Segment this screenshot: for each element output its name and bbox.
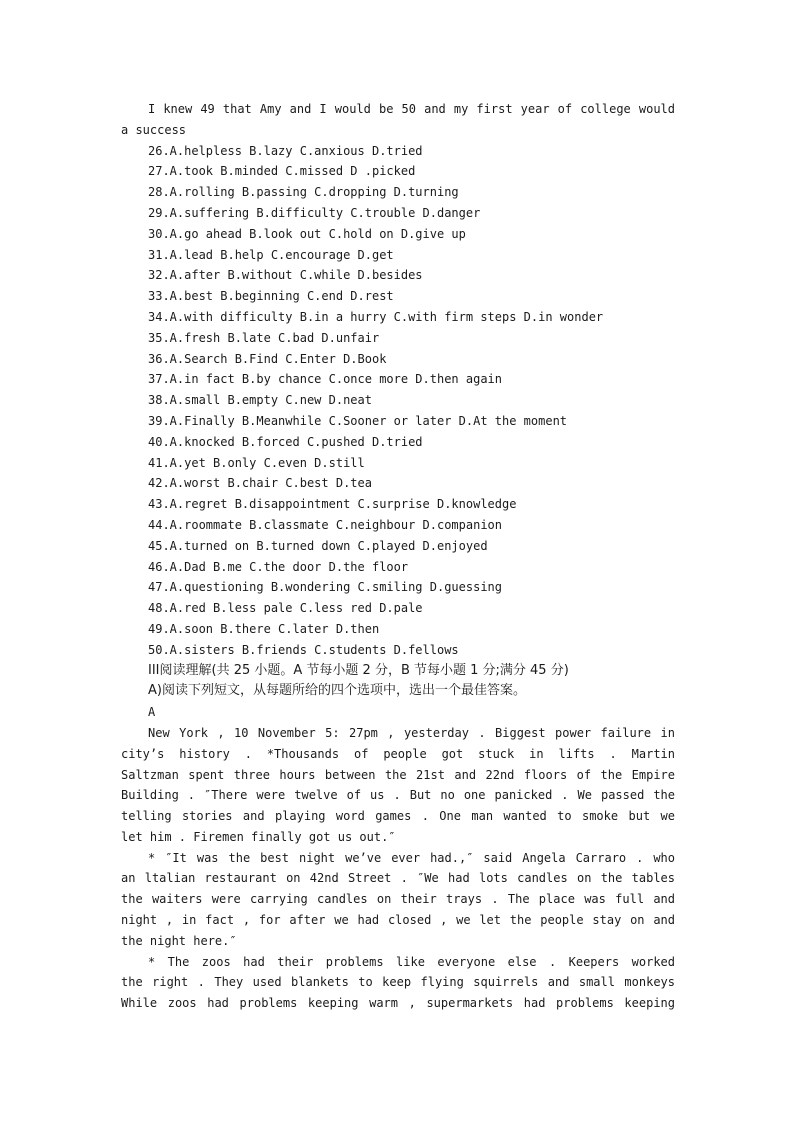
option-item: 26.A.helpless B.lazy C.anxious D.tried	[148, 143, 423, 158]
passage-line: night , in fact , for after we had closed , we let the people stay on and	[121, 913, 675, 928]
section-instruction: A)阅读下列短文，从每题所给的四个选项中，选出一个最佳答案。	[148, 683, 526, 699]
option-item: 49.A.soon B.there C.later D.then	[148, 621, 380, 636]
option-item: 36.A.Search B.Find C.Enter D.Book	[148, 351, 387, 366]
option-item: 41.A.yet B.only C.even D.still	[148, 455, 365, 470]
option-item: 45.A.turned on B.turned down C.played D.enjoyed	[148, 538, 488, 553]
option-item: 43.A.regret B.disappointment C.surprise D.knowledge	[148, 497, 517, 512]
option-item: 29.A.suffering B.difficulty C.trouble D.danger	[148, 205, 481, 220]
passage-label: A	[148, 705, 156, 720]
passage-line: Saltzman spent three hours between the 21st and 22nd floors of the Empire	[121, 767, 675, 782]
page-content	[121, 99, 675, 1014]
option-item: 42.A.worst B.chair C.best D.tea	[148, 476, 372, 491]
passage-line: let him . Firemen finally got us out.″	[121, 829, 396, 844]
passage-line: * ″It was the best night we’ve ever had.,″ said Angela Carraro . who	[148, 850, 675, 865]
option-item: 40.A.knocked B.forced C.pushed D.tried	[148, 434, 423, 449]
passage-line: New York , 10 November 5: 27pm , yesterday . Biggest power failure in	[148, 725, 675, 740]
option-item: 46.A.Dad B.me C.the door D.the floor	[148, 559, 409, 574]
passage-line: Building . ″There were twelve of us . But no one panicked . We passed the	[121, 788, 675, 803]
option-item: 38.A.small B.empty C.new D.neat	[148, 393, 372, 408]
intro-line: a success	[121, 122, 187, 137]
passage-line: city’s history . *Thousands of people got stuck in lifts . Martin	[121, 746, 675, 761]
passage-line: the right . They used blankets to keep flying squirrels and small monkeys	[121, 975, 675, 990]
option-item: 44.A.roommate B.classmate C.neighbour D.companion	[148, 517, 503, 532]
option-item: 47.A.questioning B.wondering C.smiling D.guessing	[148, 580, 503, 595]
option-item: 30.A.go ahead B.look out C.hold on D.give up	[148, 226, 466, 241]
option-item: 27.A.took B.minded C.missed D .picked	[148, 164, 416, 179]
option-item: 31.A.lead B.help C.encourage D.get	[148, 247, 394, 262]
passage-line: While zoos had problems keeping warm , supermarkets had problems keeping	[121, 996, 675, 1011]
passage-line: telling stories and playing word games . One man wanted to smoke but we	[121, 809, 675, 824]
passage-line: an ltalian restaurant on 42nd Street . ″We had lots candles on the tables	[121, 871, 675, 886]
option-item: 35.A.fresh B.late C.bad D.unfair	[148, 330, 380, 345]
passage-line: the night here.″	[121, 933, 237, 948]
option-item: 50.A.sisters B.friends C.students D.fellows	[148, 642, 459, 657]
intro-line: I knew 49 that Amy and I would be 50 and my first year of college would	[148, 102, 675, 116]
option-item: 28.A.rolling B.passing C.dropping D.turning	[148, 185, 459, 200]
option-item: 33.A.best B.beginning C.end D.rest	[148, 289, 394, 304]
option-item: 32.A.after B.without C.while D.besides	[148, 268, 423, 283]
passage-line: the waiters were carrying candles on their trays . The place was full and	[121, 892, 675, 907]
passage-line: * The zoos had their problems like everyone else . Keepers worked	[148, 954, 675, 969]
option-item: 48.A.red B.less pale C.less red D.pale	[148, 601, 423, 616]
option-item: 37.A.in fact B.by chance C.once more D.then again	[148, 372, 503, 387]
section-title: III阅读理解(共 25 小题。A 节每小题 2 分，B 节每小题 1 分;满分 45 分)	[148, 662, 569, 678]
option-item: 34.A.with difficulty B.in a hurry C.with firm steps D.in wonder	[148, 309, 604, 324]
option-item: 39.A.Finally B.Meanwhile C.Sooner or later D.At the moment	[148, 413, 568, 428]
